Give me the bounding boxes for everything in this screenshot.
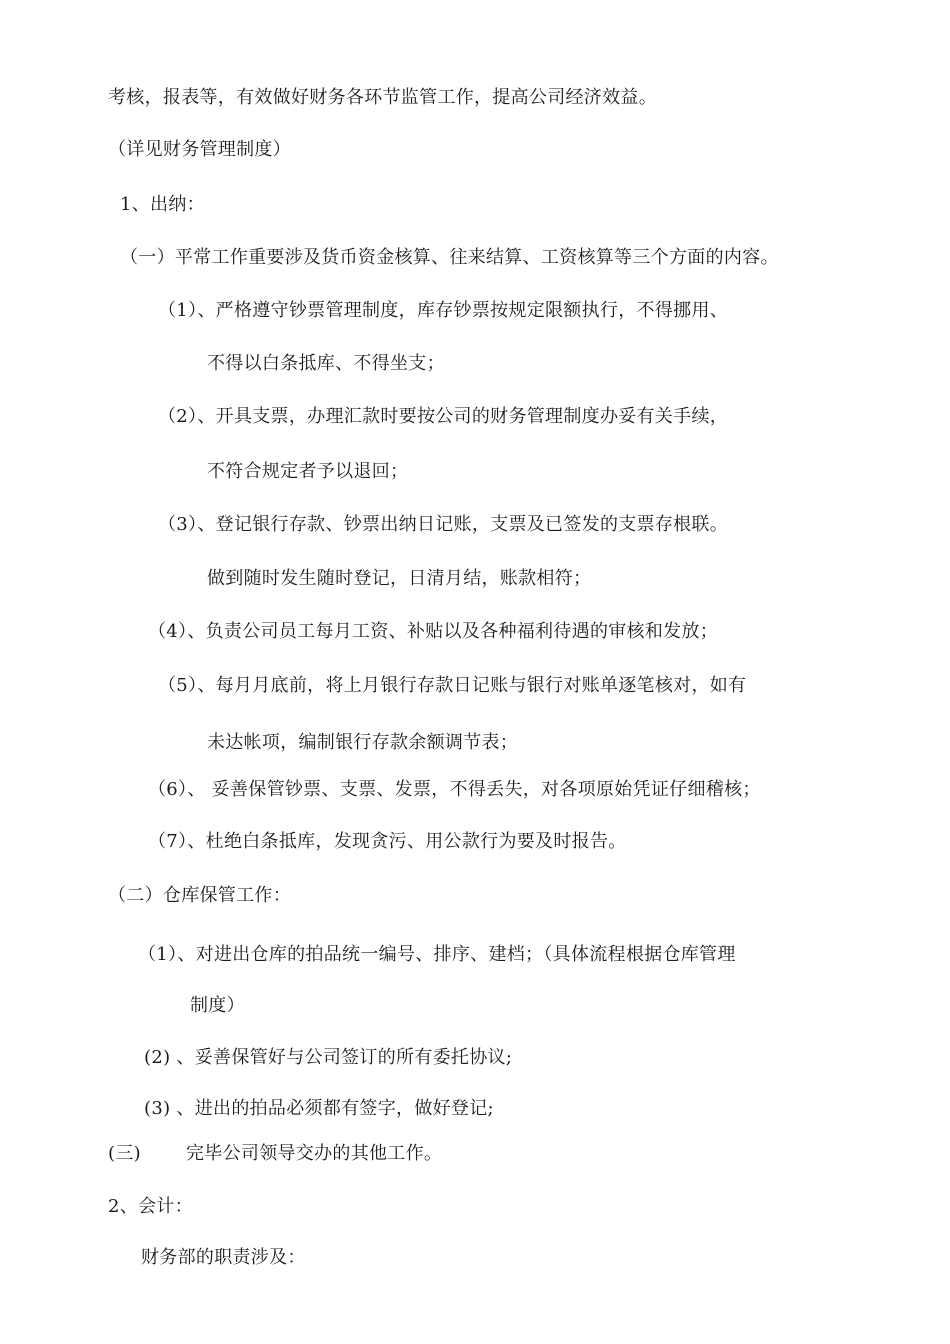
list-item-continuation: 未达帐项，编制银行存款余额调节表； bbox=[207, 732, 519, 753]
list-item-continuation: 不得以白条抵库、不得坐支； bbox=[207, 353, 445, 374]
list-item: （1）、严格遵守钞票管理制度，库存钞票按规定限额执行，不得挪用、 bbox=[158, 300, 729, 321]
subsection-text: 完毕公司领导交办的其他工作。 bbox=[186, 1143, 443, 1164]
section-heading: 1、出纳： bbox=[120, 194, 205, 215]
subsection-number: (三) bbox=[108, 1143, 141, 1164]
list-item: （1）、对进出仓库的拍品统一编号、排序、建档；（具体流程根据仓库管理 bbox=[138, 944, 736, 965]
list-item: (3) 、进出的拍品必须都有签字，做好登记; bbox=[144, 1098, 494, 1119]
paragraph-line: 考核，报表等，有效做好财务各环节监管工作，提高公司经济效益。 bbox=[108, 87, 657, 108]
subsection-heading: （二）仓库保管工作： bbox=[108, 885, 291, 906]
paragraph-line: （详见财务管理制度） bbox=[108, 139, 291, 160]
section-heading: 2、会计： bbox=[108, 1196, 193, 1217]
list-item-continuation: 制度） bbox=[190, 995, 245, 1016]
list-item-continuation: 做到随时发生随时登记，日清月结，账款相符； bbox=[207, 568, 592, 589]
subsection-heading: （一）平常工作重要涉及货币资金核算、往来结算、工资核算等三个方面的内容。 bbox=[120, 247, 779, 268]
list-item: （6）、 妥善保管钞票、支票、发票，不得丢失，对各项原始凭证仔细稽核； bbox=[148, 779, 761, 800]
paragraph-line: 财务部的职责涉及： bbox=[141, 1247, 306, 1268]
list-item: （7）、杜绝白条抵库，发现贪污、用公款行为要及时报告。 bbox=[148, 831, 627, 852]
list-item: （4）、负责公司员工每月工资、补贴以及各种福利待遇的审核和发放； bbox=[148, 621, 719, 642]
list-item: (2) 、妥善保管好与公司签订的所有委托协议; bbox=[144, 1047, 513, 1068]
list-item: （2）、开具支票，办理汇款时要按公司的财务管理制度办妥有关手续， bbox=[158, 406, 729, 427]
list-item: （5）、每月月底前，将上月银行存款日记账与银行对账单逐笔核对，如有 bbox=[158, 675, 747, 696]
list-item: （3）、登记银行存款、钞票出纳日记账，支票及已签发的支票存根联。 bbox=[158, 514, 729, 535]
list-item-continuation: 不符合规定者予以退回； bbox=[207, 461, 409, 482]
